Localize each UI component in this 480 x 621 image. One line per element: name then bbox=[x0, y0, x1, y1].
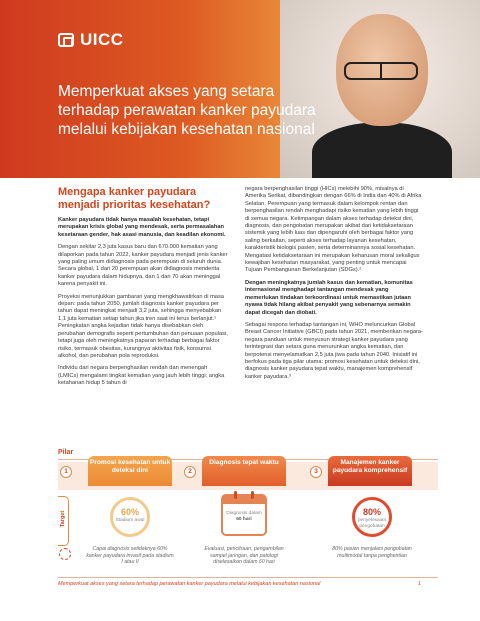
pillar-title-2: Diagnosis tepat waktu bbox=[202, 456, 286, 486]
pilar-label: Pilar bbox=[58, 449, 74, 456]
emphasis-paragraph: Dengan meningkatnya jumlah kasus dan kematian, komunitas internasional menghadapi tantangan mendesak yang memerlukan tindakan terkoordinasi untuk memastikan jutaan nyawa tidak hilang akibat penyakit yang sebenarnya semakin dapat dicegah dan diobati. bbox=[245, 279, 413, 316]
pillar-description-2: Evaluasi, pencitraan, pengambilan sampel jaringan, dan patologi diselesaikan dalam 60 hari bbox=[204, 546, 284, 566]
pillar-description-1: Capai diagnosis setidaknya 60% kanker payudara invasif pada stadium I atau II bbox=[86, 546, 174, 566]
pillar-number-1: 1 bbox=[60, 466, 72, 478]
hero-banner bbox=[0, 0, 480, 178]
uicc-logo bbox=[58, 30, 124, 50]
body-paragraph: Dengan sekitar 2,3 juta kasus baru dan 670.000 kematian yang dilaporkan pada tahun 2022, kanker payudara menjadi jenis kanker yang paling umum didiagnosis pada perempuan di seluruh dunia. Secara global, 1 dari 20 perempuan akan didiagnosis menderita kanker payudara dalam hidupnya, dan 1 dari 70 akan meninggal karena penyakit ini. bbox=[58, 244, 228, 288]
pillar-title-3: Manajemen kanker payudara komprehensif bbox=[328, 456, 412, 486]
target-circle-1 bbox=[110, 497, 150, 537]
pillar-number-3: 3 bbox=[310, 466, 322, 478]
page-title: Memperkuat akses yang setara terhadap perawatan kanker payudara melalui kebijakan kesehatan nasional bbox=[58, 83, 316, 138]
footer-text: Memperkuat akses yang setara terhadap perawatan kanker payudara melalui kebijakan kesehatan nasional bbox=[58, 581, 321, 587]
target-caption-3: penyelesaian pengobatan bbox=[357, 518, 387, 529]
logo-text: UICC bbox=[80, 30, 124, 49]
target-value-1: 60% bbox=[120, 507, 139, 517]
pillar-description-3: 80% pasien menjalani pengobatan multimodal tanpa penghentian bbox=[332, 546, 412, 559]
uicc-logo-icon bbox=[58, 33, 74, 47]
intro-paragraph: Kanker payudara tidak hanya masalah kesehatan, tetapi merupakan krisis global yang mendesak, serta permasalahan kesetaraan gender, hak asasi manusia, dan keadilan ekonomi. bbox=[58, 217, 226, 238]
target-value-2: 60 hari bbox=[236, 517, 252, 522]
body-paragraph: negara berpenghasilan tinggi (HICs) melebihi 90%, misalnya di Amerika Serikat, dibandingkan dengan 66% di India dan 40% di Afrika Selatan. Perempuan yang termasuk dalam kelompok rentan dan berpenghasilan rendah menghadapi risiko kematian yang lebih tinggi di semua negara. Ketimpangan dalam akses terhadap deteksi dini, diagnosis, dan pengobatan merupakan akibat dari ketidaksetaraan sistemik yang lebih luas dan dipengaruhi oleh berbagai faktor yang saling berkaitan, seperti akses terhadap layanan kesehatan, karakteristik biologis pasien, serta determinannya sosial kesehatan. Mengatasi ketidaksetaraan ini merupakan keharusan moral sekaligus kewajiban kesehatan masyarakat, yang penting untuk mencapai Tujuan Pembangunan Berkelanjutan (SDGs).² bbox=[245, 186, 422, 274]
calendar-icon bbox=[221, 494, 267, 536]
section-title: Mengapa kanker payudara menjadi prioritas kesehatan? bbox=[58, 186, 211, 211]
page-number: 1 bbox=[418, 581, 422, 587]
target-value-3: 80% bbox=[362, 507, 381, 517]
target-caption-1: Stadium awal bbox=[115, 518, 145, 523]
body-paragraph: Proyeksi menunjukkan gambaran yang mengkhawatirkan di masa depan: pada tahun 2050, jumlah diagnosis kanker payudara per tahun dapat meningkat menjadi 3,2 juta, sehingga menyebabkan 1,1 juta kematian setiap tahun jika tren saat ini terus berlanjut.¹ Peningkatan angka kejadian tidak hanya disebabkan oleh perubahan demografis seperti pertumbuhan dan penuaan populasi, tetapi juga oleh meningkatnya paparan terhadap berbagai faktor risiko, termasuk obesitas, kurangnya aktivitas fisik, konsumsi alkohol, dan perubahan pola reproduksi. bbox=[58, 293, 228, 359]
right-column bbox=[245, 186, 423, 386]
fingerprint-icon bbox=[59, 548, 71, 560]
pillar-number-2: 2 bbox=[184, 466, 196, 478]
photo-glasses bbox=[344, 62, 418, 80]
body-paragraph: Individu dari negara berpenghasilan rendah dan menengah (LMICs) mengalami tingkat kematian yang jauh lebih tinggi; angka ketahanan hidup 5 tahun di bbox=[58, 365, 225, 387]
footer-divider bbox=[58, 577, 438, 578]
target-label: Target bbox=[60, 510, 66, 528]
body-paragraph: Sebagai respons terhadap tantangan ini, WHO meluncurkan Global Breast Cancer Initiative (GBCI) pada tahun 2021, memberikan negara-negara panduan untuk menyusun strategi kanker payudara yang terintegrasi dan setara guna menurunkan angka kematian, dan berpotensi menyelamatkan 2,5 juta jiwa pada tahun 2040. Inisiatif ini berfokus pada tiga pilar utama: promosi kesehatan untuk deteksi dini, diagnosis kanker payudara tepat waktu, manajemen komprehensif kanker payudara.³ bbox=[245, 321, 423, 380]
left-column bbox=[58, 186, 228, 393]
pillar-title-1: Promosi kesehatan untuk deteksi dini bbox=[88, 456, 172, 486]
photo-shirt bbox=[312, 122, 452, 178]
target-caption-2: Diagnosis dalam bbox=[226, 511, 262, 516]
target-circle-3 bbox=[352, 497, 392, 537]
